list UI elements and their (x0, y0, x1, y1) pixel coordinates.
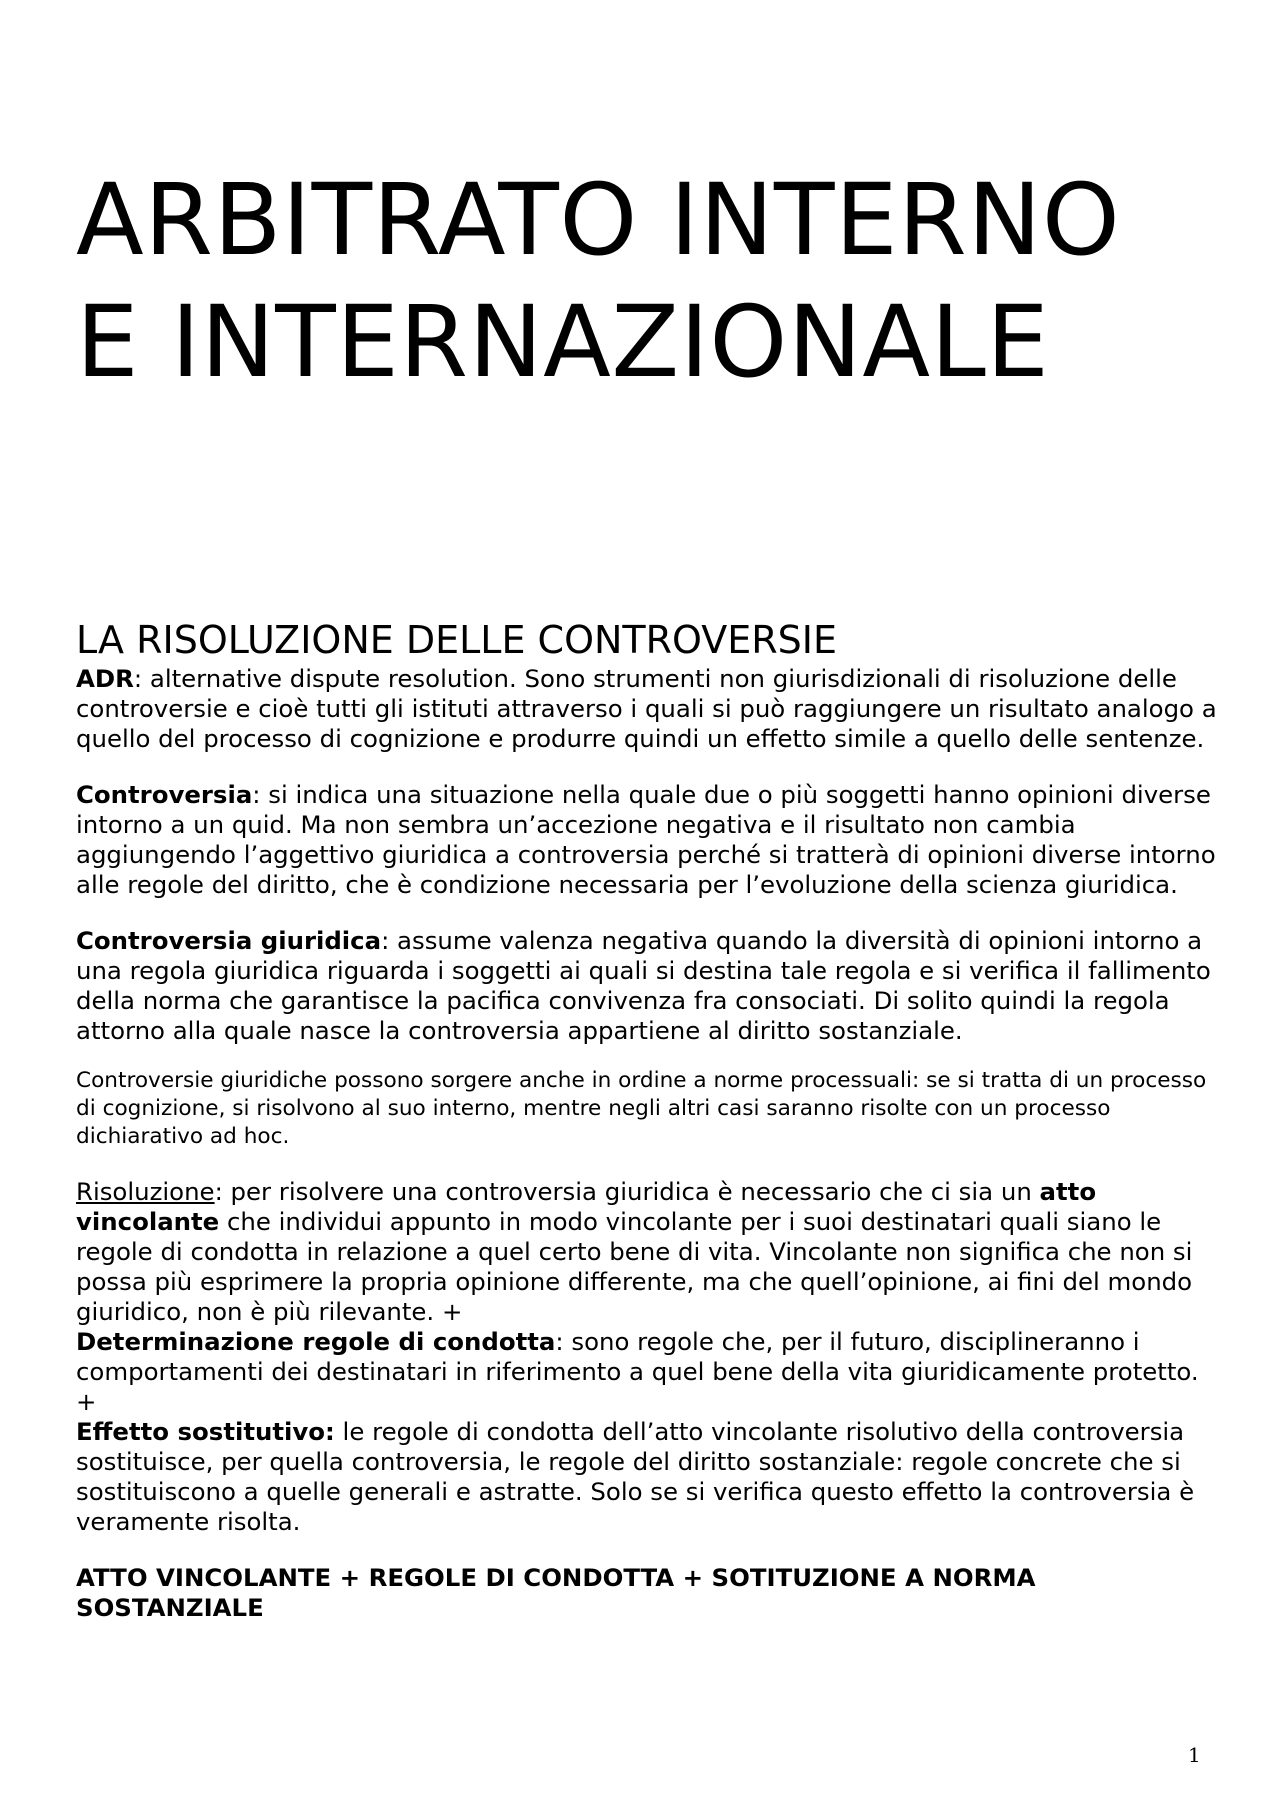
term-controversia-giuridica: Controversia giuridica (76, 926, 382, 955)
term-adr: ADR (76, 664, 134, 693)
adr-definition: : alternative dispute resolution. Sono strumenti non giurisdizionali di risoluzione delle controversie e cioè tutti gli istituti attraverso i quali si può raggiungere un risultato analogo a quello del processo di cognizione e produrre quindi un effetto simile a quello delle sentenze. (76, 664, 1217, 753)
effetto-definition: le regole di condotta dell’atto vincolante risolutivo della controversia sostituisce, per quella controversia, le regole del diritto sostanziale: regole concrete che si sostituiscono a quelle generali e astratte. Solo se si verifica questo effetto la controversia è veramente risolta. (76, 1417, 1195, 1536)
section-heading: LA RISOLUZIONE DELLE CONTROVERSIE (76, 618, 838, 662)
document-title (76, 160, 1226, 404)
term-atto-vincolante: atto vincolante (76, 1177, 1097, 1236)
document-body (76, 664, 1226, 1623)
risoluzione-text-after: che individui appunto in modo vincolante per i suoi destinatari quali siano le regole di condotta in relazione a quel certo bene di vita. Vincolante non significa che non si possa più esprimere la propria opinione differente, ma che quell’opinione, ai fini del mondo giuridico, non è più rilevante. + (76, 1207, 1193, 1326)
paragraph-summary (76, 1563, 1226, 1623)
term-risoluzione: Risoluzione (76, 1177, 215, 1206)
risoluzione-text-before: : per risolvere una controversia giuridica è necessario che ci sia un (214, 1177, 1040, 1206)
term-effetto-sostitutivo: Effetto sostitutivo: (76, 1417, 335, 1446)
paragraph-controversia (76, 780, 1226, 900)
paragraph-adr (76, 664, 1226, 754)
page-number: 1 (1188, 1743, 1201, 1767)
controversia-giuridica-definition: : assume valenza negativa quando la diversità di opinioni intorno a una regola giuridica riguarda i soggetti ai quali si destina tale regola e si verifica il fallimento della norma che garantisce la pacifica convivenza fra consociati. Di solito quindi la regola attorno alla quale nasce la controversia appartiene al diritto sostanziale. (76, 926, 1211, 1045)
paragraph-controversia-giuridica (76, 926, 1226, 1046)
title-line-1: ARBITRATO INTERNO (76, 163, 1121, 278)
summary-formula: ATTO VINCOLANTE + REGOLE DI CONDOTTA + SOTITUZIONE A NORMA SOSTANZIALE (76, 1563, 1036, 1622)
controversia-definition: : si indica una situazione nella quale due o più soggetti hanno opinioni diverse intorno a un quid. Ma non sembra un’accezione negativa e il risultato non cambia aggiungendo l’aggettivo giuridica a controversia perché si tratterà di opinioni diverse intorno alle regole del diritto, che è condizione necessaria per l’evoluzione della scienza giuridica. (76, 780, 1216, 899)
term-controversia: Controversia (76, 780, 253, 809)
paragraph-risoluzione (76, 1177, 1226, 1327)
paragraph-determinazione (76, 1327, 1226, 1417)
determinazione-definition: : sono regole che, per il futuro, disciplineranno i comportamenti dei destinatari in riferimento a quel bene della vita giuridicamente protetto. + (76, 1327, 1199, 1416)
paragraph-effetto (76, 1417, 1226, 1537)
title-line-2: E INTERNAZIONALE (76, 285, 1050, 400)
paragraph-note: Controversie giuridiche possono sorgere anche in ordine a norme processuali: se si tratta di un processo di cognizione, si risolvono al suo interno, mentre negli altri casi saranno risolte con un processo dichiarativo ad hoc. (76, 1068, 1207, 1149)
term-determinazione: Determinazione regole di condotta (76, 1327, 556, 1356)
